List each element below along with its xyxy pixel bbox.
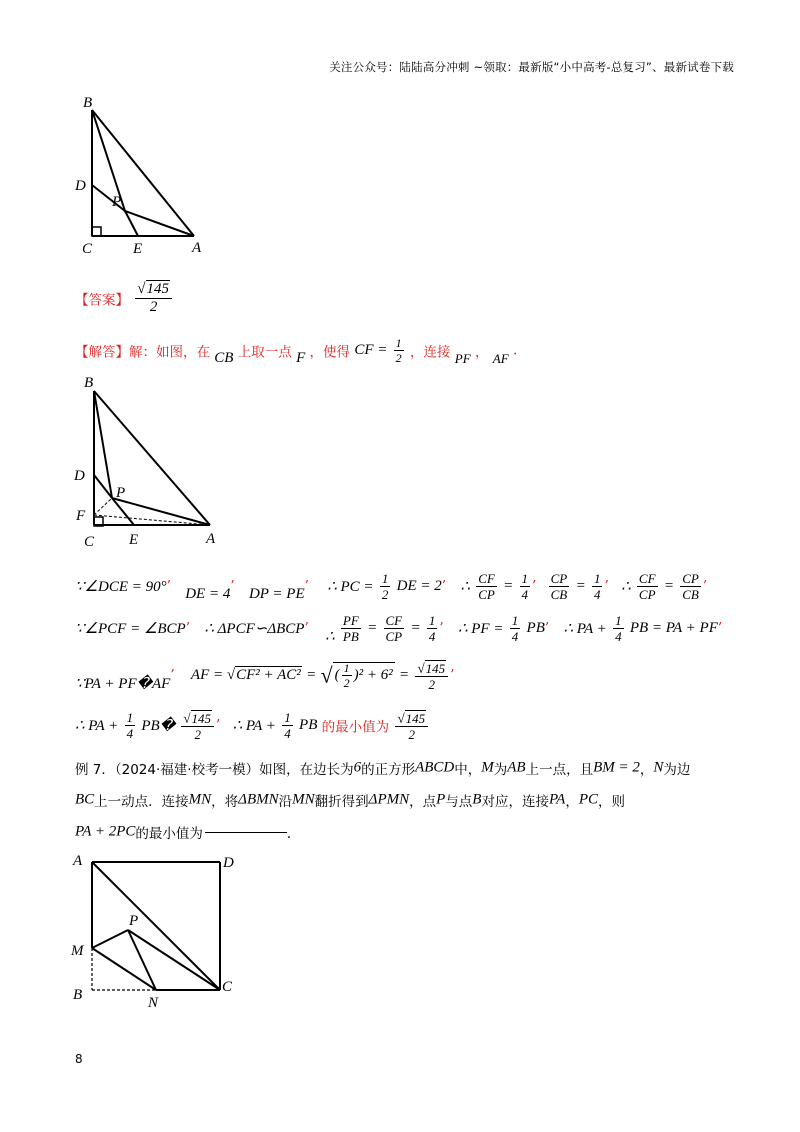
solution-line-1: ∵∠DCE = 90°’ DE = 4’ DP = PE’ ∴ PC = $\frac{1}{2}$ DE = 2’ ∴ $\frac{CF}{CP}$ = $\frac{1}{4}$ ’ $\frac{CP}{CB}$ = $\frac{1}{4}$ ’ ∴ $\frac{CF}{CP}$ = $\frac{CP}{CB}$ ’ bbox=[75, 571, 708, 602]
example-line-2: BC上一动点．连接MN，将ΔBMN沿MN翻折得到ΔPMN，点P与点B对应，连接PA，PC，则 bbox=[75, 791, 626, 810]
label-D: D bbox=[75, 178, 86, 194]
label-M: M bbox=[71, 943, 84, 959]
solution-line-3: ∵PA + PF�AF’ AF = √CF² + AC² = √ ( $\frac{1}{2}$ )² + 6² = $\frac{√145}{2}$ ’ bbox=[75, 660, 455, 692]
example-line-3: PA + 2PC的最小值为 ． bbox=[75, 823, 301, 842]
label-A: A bbox=[73, 853, 83, 869]
label-D: D bbox=[74, 468, 85, 484]
label-A: A bbox=[206, 531, 216, 547]
label-D: D bbox=[223, 855, 234, 871]
label-N: N bbox=[148, 995, 159, 1011]
solution-intro: 【解答】解：如图，在 CB 上取一点 F ，使得 CF = $\frac{1}{2}$ ，连接 PF ， AF . bbox=[75, 336, 518, 366]
page-header: 关注公众号：陆陆高分冲刺 ~领取：最新版“小中高考-总复习”、最新试卷下载 bbox=[329, 60, 734, 74]
label-P: P bbox=[112, 194, 122, 210]
label-C: C bbox=[82, 241, 93, 255]
label-E: E bbox=[129, 532, 139, 548]
label-B: B bbox=[73, 987, 83, 1003]
label-B: B bbox=[83, 95, 93, 111]
solution-line-4: ∴ PA + $\frac{1}{4}$ PB� $\frac{√145}{2}$ ’ ∴ PA + $\frac{1}{4}$ PB 的最小值为 $\frac{√145}{2}$ bbox=[75, 710, 430, 741]
figure-triangle-2 bbox=[70, 365, 230, 555]
label-E: E bbox=[133, 241, 143, 255]
answer-line bbox=[75, 282, 174, 315]
label-F: F bbox=[76, 508, 86, 524]
solution-line-2: ∵∠PCF = ∠BCP’ ∴ ΔPCF∽ΔBCP’ ∴ $\frac{PF}{PB}$ = $\frac{CF}{CP}$ = $\frac{1}{4}$ ’ ∴ PF = $\frac{1}{4}$ PB’ ∴ PA + $\frac{1}{4}$ PB = PA + PF’ bbox=[75, 613, 723, 645]
answer-tag: 【答案】 bbox=[75, 292, 129, 309]
label-A: A bbox=[192, 240, 202, 255]
answer-blank[interactable] bbox=[205, 832, 287, 833]
label-P: P bbox=[116, 485, 126, 501]
label-C: C bbox=[84, 534, 95, 550]
figure-triangle-1 bbox=[70, 90, 220, 255]
figure-square bbox=[65, 845, 250, 1015]
label-B: B bbox=[84, 375, 94, 391]
label-P: P bbox=[129, 913, 139, 929]
label-C: C bbox=[222, 979, 233, 995]
answer-value: $\frac{√145}{2}$ bbox=[135, 282, 172, 315]
page-number: 8 bbox=[75, 1052, 83, 1066]
example-line-1: 例 7．（2024·福建·校考一模）如图，在边长为6的正方形ABCD中，M为AB上一点，且BM = 2，N为边 bbox=[75, 759, 691, 778]
